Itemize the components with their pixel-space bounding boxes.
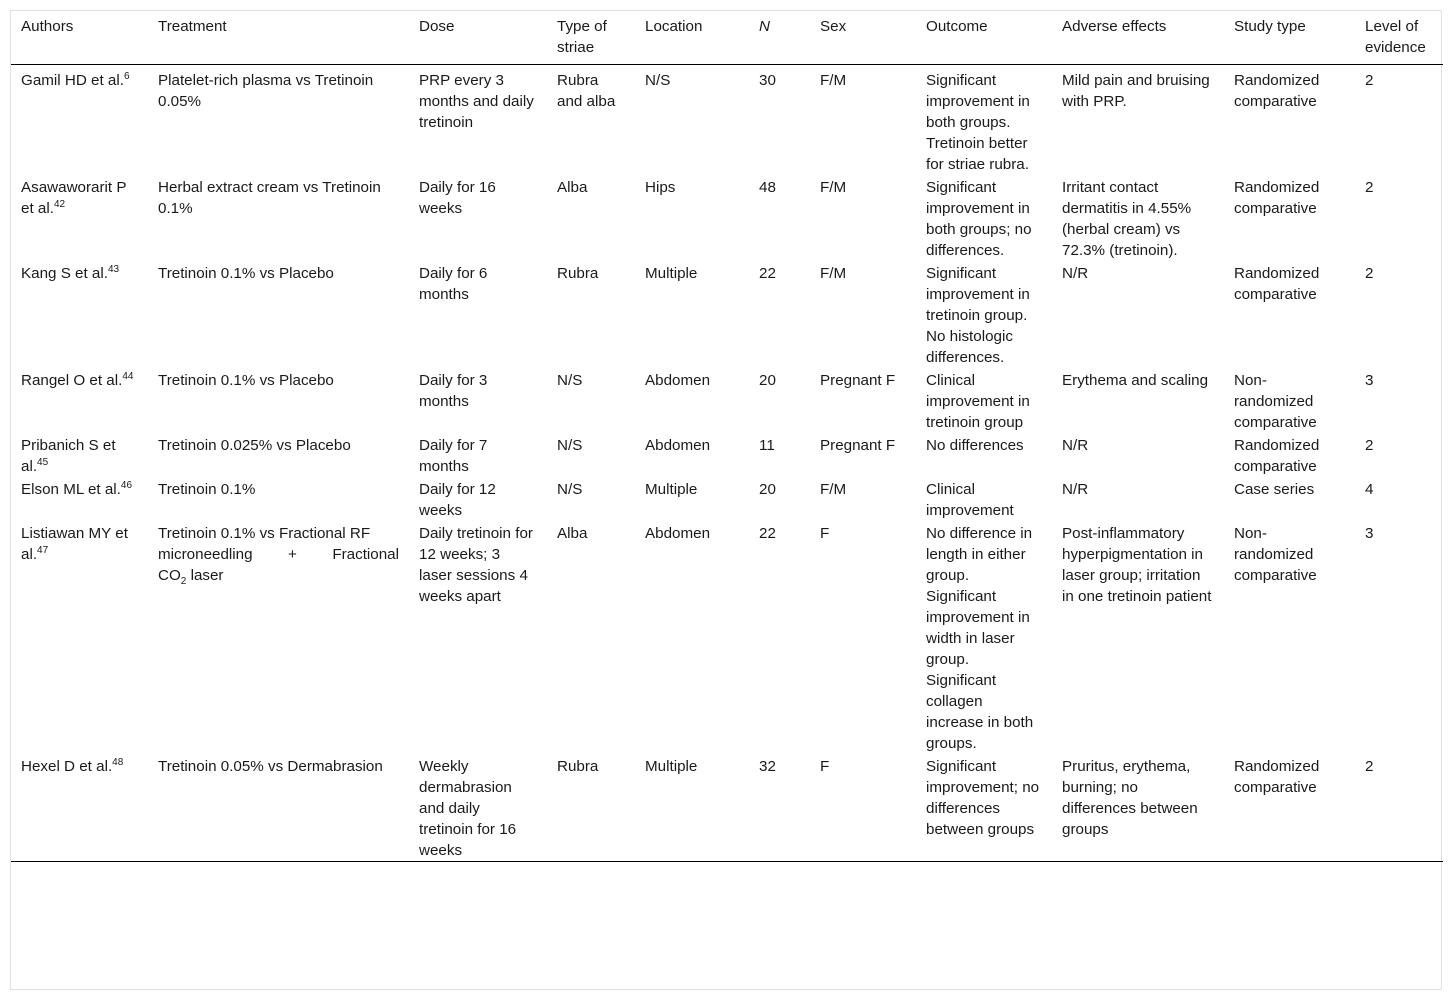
cell-n: 22 — [759, 265, 776, 282]
header-adverse-effects: Adverse effects — [1062, 18, 1167, 35]
header-treatment: Treatment — [158, 18, 227, 35]
header-authors: Authors — [21, 18, 74, 35]
cell-location: Hips — [645, 179, 676, 196]
cell-level: 2 — [1365, 72, 1374, 89]
cell-adverse-effects: Irritant contact dermatitis in 4.55% (herbal cream) vs 72.3% (tretinoin). — [1062, 179, 1192, 259]
cell-study-type: Randomized comparative — [1234, 179, 1320, 217]
cell-outcome: Significant improvement in tretinoin group. No histologic differences. — [926, 265, 1030, 366]
cell-study-type: Randomized comparative — [1234, 758, 1320, 796]
cell-n: 48 — [759, 179, 776, 196]
cell-type: Alba — [557, 179, 588, 196]
table-row — [11, 521, 1443, 754]
cell-adverse-effects: Pruritus, erythema, burning; no differences between groups — [1062, 758, 1198, 838]
header-sex: Sex — [820, 18, 847, 35]
cell-author: Pribanich S et al.$^{45}$ — [21, 437, 116, 475]
cell-study-type: Randomized comparative — [1234, 72, 1320, 110]
cell-treatment: Tretinoin 0.1% — [158, 481, 256, 498]
cell-author: Rangel O et al.$^{44}$ — [21, 370, 134, 389]
cell-treatment: Tretinoin 0.1% vs Placebo — [158, 372, 334, 389]
table-row — [11, 261, 1443, 368]
cell-type: Rubra — [557, 265, 599, 282]
cell-level: 3 — [1365, 525, 1374, 542]
subscript-2: 2 — [180, 576, 187, 588]
cell-type: N/S — [557, 437, 583, 454]
header-row — [11, 11, 1443, 65]
cell-type: N/S — [557, 372, 583, 389]
cell-treatment: Tretinoin 0.1% vs Placebo — [158, 265, 334, 282]
treatment-line: Tretinoin 0.1% vs Fractional RF — [158, 525, 371, 542]
cell-dose: Daily for 7 months — [419, 437, 488, 475]
cell-level: 2 — [1365, 179, 1374, 196]
cell-level: 2 — [1365, 758, 1374, 775]
reference-number: 46 — [120, 479, 133, 491]
cell-dose: Daily for 6 months — [419, 265, 488, 303]
cell-location: Multiple — [645, 481, 698, 498]
cell-sex: Pregnant F — [820, 437, 896, 454]
table-row — [11, 433, 1443, 477]
cell-study-type: Randomized comparative — [1234, 265, 1320, 303]
cell-adverse-effects: Erythema and scaling — [1062, 372, 1209, 389]
cell-study-type: Non-randomized comparative — [1234, 372, 1317, 431]
cell-sex: F/M — [820, 481, 847, 498]
cell-sex: F — [820, 758, 830, 775]
cell-study-type: Case series — [1234, 481, 1315, 498]
cell-outcome: No difference in length in either group. Significant improvement in width in laser group. Significant collagen increase in both groups. — [926, 525, 1034, 752]
cell-sex: F/M — [820, 72, 847, 89]
cell-level: 2 — [1365, 265, 1374, 282]
reference-number: 6 — [123, 70, 130, 82]
cell-type: Rubra and alba — [557, 72, 616, 110]
header-location: Location — [645, 18, 703, 35]
table-row — [11, 65, 1443, 176]
cell-dose: Daily for 12 weeks — [419, 481, 496, 519]
cell-sex: F/M — [820, 265, 847, 282]
cell-treatment: Herbal extract cream vs Tretinoin 0.1% — [158, 179, 381, 217]
cell-treatment: Platelet-rich plasma vs Tretinoin 0.05% — [158, 72, 374, 110]
cell-location: N/S — [645, 72, 671, 89]
cell-author: Listiawan MY et al.$^{47}$ — [21, 525, 128, 563]
cell-outcome: Clinical improvement in tretinoin group — [926, 372, 1030, 431]
cell-n: 32 — [759, 758, 776, 775]
cell-n: 20 — [759, 481, 776, 498]
cell-author: Elson ML et al.$^{46}$ — [21, 479, 133, 498]
cell-level: 3 — [1365, 372, 1374, 389]
cell-study-type: Randomized comparative — [1234, 437, 1320, 475]
cell-location: Multiple — [645, 265, 698, 282]
table-row — [11, 754, 1443, 862]
cell-dose: Daily for 3 months — [419, 372, 488, 410]
reference-number: 42 — [53, 198, 66, 210]
reference-number: 47 — [37, 544, 49, 556]
reference-number: 48 — [112, 756, 124, 768]
header-study-type: Study type — [1234, 18, 1306, 35]
cell-adverse-effects: N/R — [1062, 437, 1089, 454]
cell-n: 30 — [759, 72, 776, 89]
cell-outcome: Significant improvement in both groups. Tretinoin better for striae rubra. — [926, 72, 1030, 173]
cell-location: Abdomen — [645, 372, 711, 389]
cell-adverse-effects: N/R — [1062, 481, 1089, 498]
cell-location: Multiple — [645, 758, 698, 775]
cell-outcome: Clinical improvement — [926, 481, 1014, 519]
table-row — [11, 368, 1443, 433]
cell-dose: Daily for 16 weeks — [419, 179, 496, 217]
reference-number: 44 — [122, 370, 134, 382]
header-n: N — [759, 18, 770, 35]
cell-treatment: Tretinoin 0.025% vs Placebo — [158, 437, 351, 454]
reference-number: 43 — [107, 263, 120, 275]
cell-dose: Weekly dermabrasion and daily tretinoin for 16 weeks — [419, 758, 517, 859]
cell-author: Gamil HD et al.$^6$ — [21, 70, 130, 89]
header-type: Type of striae — [557, 18, 607, 56]
cell-outcome: No differences — [926, 437, 1024, 454]
cell-treatment: Tretinoin 0.05% vs Dermabrasion — [158, 758, 383, 775]
cell-type: N/S — [557, 481, 583, 498]
cell-author: Kang S et al.$^{43}$ — [21, 263, 120, 282]
header-level-of-evidence: Level of evidence — [1365, 18, 1426, 56]
table-row — [11, 477, 1443, 521]
table-row — [11, 175, 1443, 261]
cell-study-type: Non-randomized comparative — [1234, 525, 1317, 584]
cell-n: 11 — [759, 437, 775, 454]
cell-sex: Pregnant F — [820, 372, 896, 389]
cell-dose: PRP every 3 months and daily tretinoin — [419, 72, 534, 131]
cell-n: 22 — [759, 525, 776, 542]
treatment-line-justified: microneedling + Fractional — [158, 546, 399, 563]
cell-author: Asawaworarit P et al.$^{42}$ — [21, 179, 127, 217]
cell-type: Alba — [557, 525, 588, 542]
header-outcome: Outcome — [926, 18, 988, 35]
cell-outcome: Significant improvement; no differences between groups — [926, 758, 1040, 838]
treatment-line: $CO_2$ laser — [158, 567, 224, 588]
cell-level: 4 — [1365, 481, 1374, 498]
reference-number: 45 — [37, 456, 49, 468]
cell-level: 2 — [1365, 437, 1374, 454]
cell-outcome: Significant improvement in both groups; no differences. — [926, 179, 1032, 259]
cell-sex: F/M — [820, 179, 847, 196]
cell-author: Hexel D et al.$^{48}$ — [21, 756, 124, 775]
cell-type: Rubra — [557, 758, 599, 775]
cell-adverse-effects: Mild pain and bruising with PRP. — [1062, 72, 1210, 110]
cell-location: Abdomen — [645, 437, 711, 454]
cell-treatment — [148, 521, 409, 754]
cell-location: Abdomen — [645, 525, 711, 542]
header-dose: Dose — [419, 18, 455, 35]
table-frame — [10, 10, 1442, 990]
cell-n: 20 — [759, 372, 776, 389]
cell-adverse-effects: N/R — [1062, 265, 1089, 282]
cell-dose: Daily tretinoin for 12 weeks; 3 laser sessions 4 weeks apart — [419, 525, 533, 605]
cell-adverse-effects: Post-inflammatory hyperpigmentation in laser group; irritation in one tretinoin patient — [1062, 525, 1212, 605]
striae-treatment-table — [11, 11, 1443, 862]
cell-sex: F — [820, 525, 830, 542]
